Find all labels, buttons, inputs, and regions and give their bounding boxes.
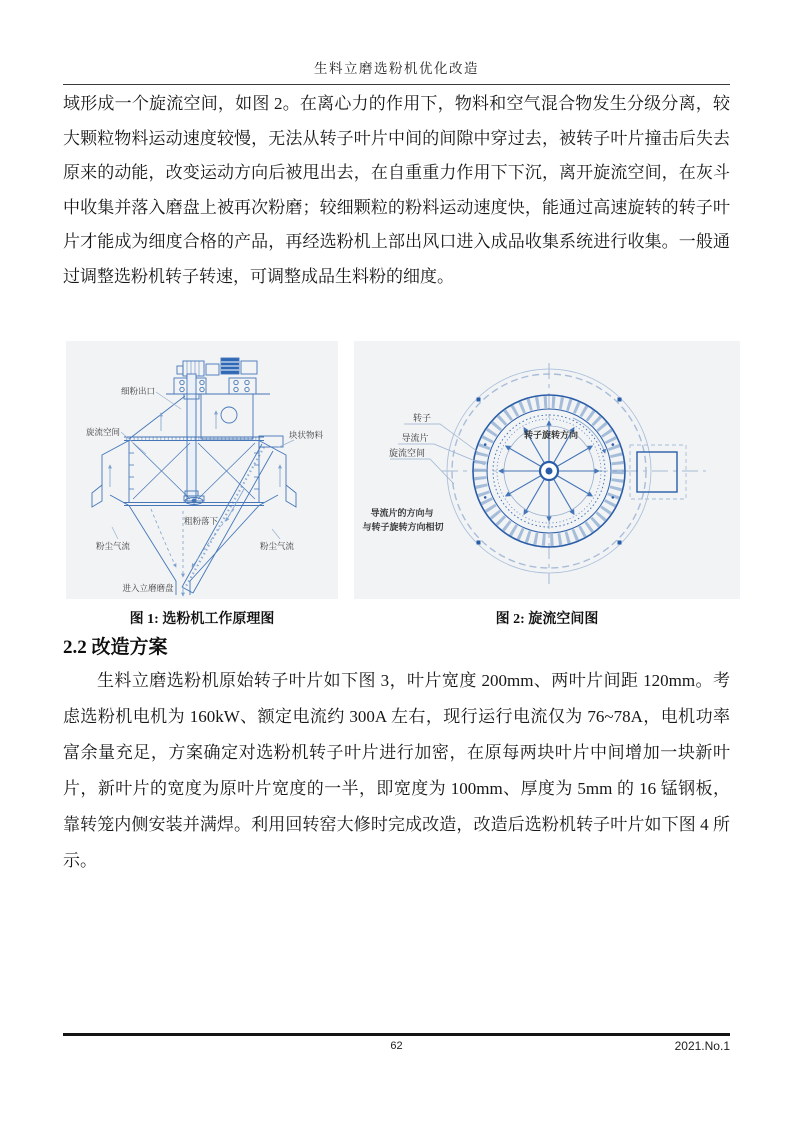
fig1-label-dust-airflow-right: 粉尘气流 (259, 541, 295, 551)
fig2-label-rotation-direction: 转子旋转方向 (523, 430, 579, 440)
figure-1-drawing (66, 341, 338, 599)
header-rule (63, 84, 730, 85)
footer-rule (63, 1033, 730, 1036)
body-paragraph-1: 域形成一个旋流空间，如图 2。在离心力的作用下，物料和空气混合物发生分级分离，较大颗粒物料运动速度较慢，无法从转子叶片中间的间隙中穿过去，被转子叶片撞击后失去原来的动能，改变运动方向后被甩出去，在自重重力作用下下沉，离开旋流空间，在灰斗中收集并落入磨盘上被再次粉磨；较细颗粒的粉料运动速度快，能通过高速旋转的转子叶片才能成为细度合格的产品，再经选粉机上部出风口进入成品收集系统进行收集。一般通过调整选粉机转子转速，可调整成品生料粉的细度。 (63, 94, 730, 286)
fig2-label-rotor: 转子 (412, 413, 432, 423)
fig2-label-tangent-note-line2: 与转子旋转方向相切 (362, 522, 444, 532)
footer-page-number: 62 (390, 1040, 403, 1052)
running-header-title: 生料立磨选粉机优化改造 (314, 61, 479, 76)
section-heading-2-2: 2.2 改造方案 (63, 637, 168, 658)
body-paragraph-2: 生料立磨选粉机原始转子叶片如下图 3，叶片宽度 200mm、两叶片间距 120mm。考虑选粉机电机为 160kW、额定电流约 300A 左右，现行运行电流仅为 76~78A，电机功率富余量充足，方案确定对选粉机转子叶片进行加密，在原每两块叶片中间增加一块新叶片，新叶片的宽度为原叶片宽度的一半，即宽度为 100mm、厚度为 5mm 的 16 锰钢板，靠转笼内侧安装并满焊。利用回转窑大修时完成改造，改造后选粉机转子叶片如下图 4 所示。 (63, 671, 730, 870)
figure-1-separator-principle (66, 341, 338, 604)
figure-1-background (66, 341, 338, 599)
figure-2-swirl-space (354, 341, 740, 604)
figure-2-caption: 图 2: 旋流空间图 (495, 612, 599, 627)
fig1-label-coarse-powder-fall: 粗粉落下 (183, 516, 219, 526)
fig1-label-enter-mill-table: 进入立磨磨盘 (122, 583, 174, 593)
fig1-label-fine-powder-outlet: 细粉出口 (120, 386, 156, 396)
fig1-label-swirl-space: 旋流空间 (85, 427, 121, 437)
figure-1-caption: 图 1: 选粉机工作原理图 (129, 612, 275, 627)
fig1-label-lump-material: 块状物料 (288, 430, 324, 440)
fig2-label-tangent-note-line1: 导流片的方向与 (370, 508, 434, 518)
fig2-label-swirl-space: 旋流空间 (388, 448, 426, 458)
fig2-label-guide-vane: 导流片 (401, 433, 429, 443)
fig1-label-dust-airflow-left: 粉尘气流 (95, 541, 131, 551)
footer-issue-number: 2021.No.1 (674, 1039, 730, 1053)
figure-2-drawing (354, 341, 740, 599)
